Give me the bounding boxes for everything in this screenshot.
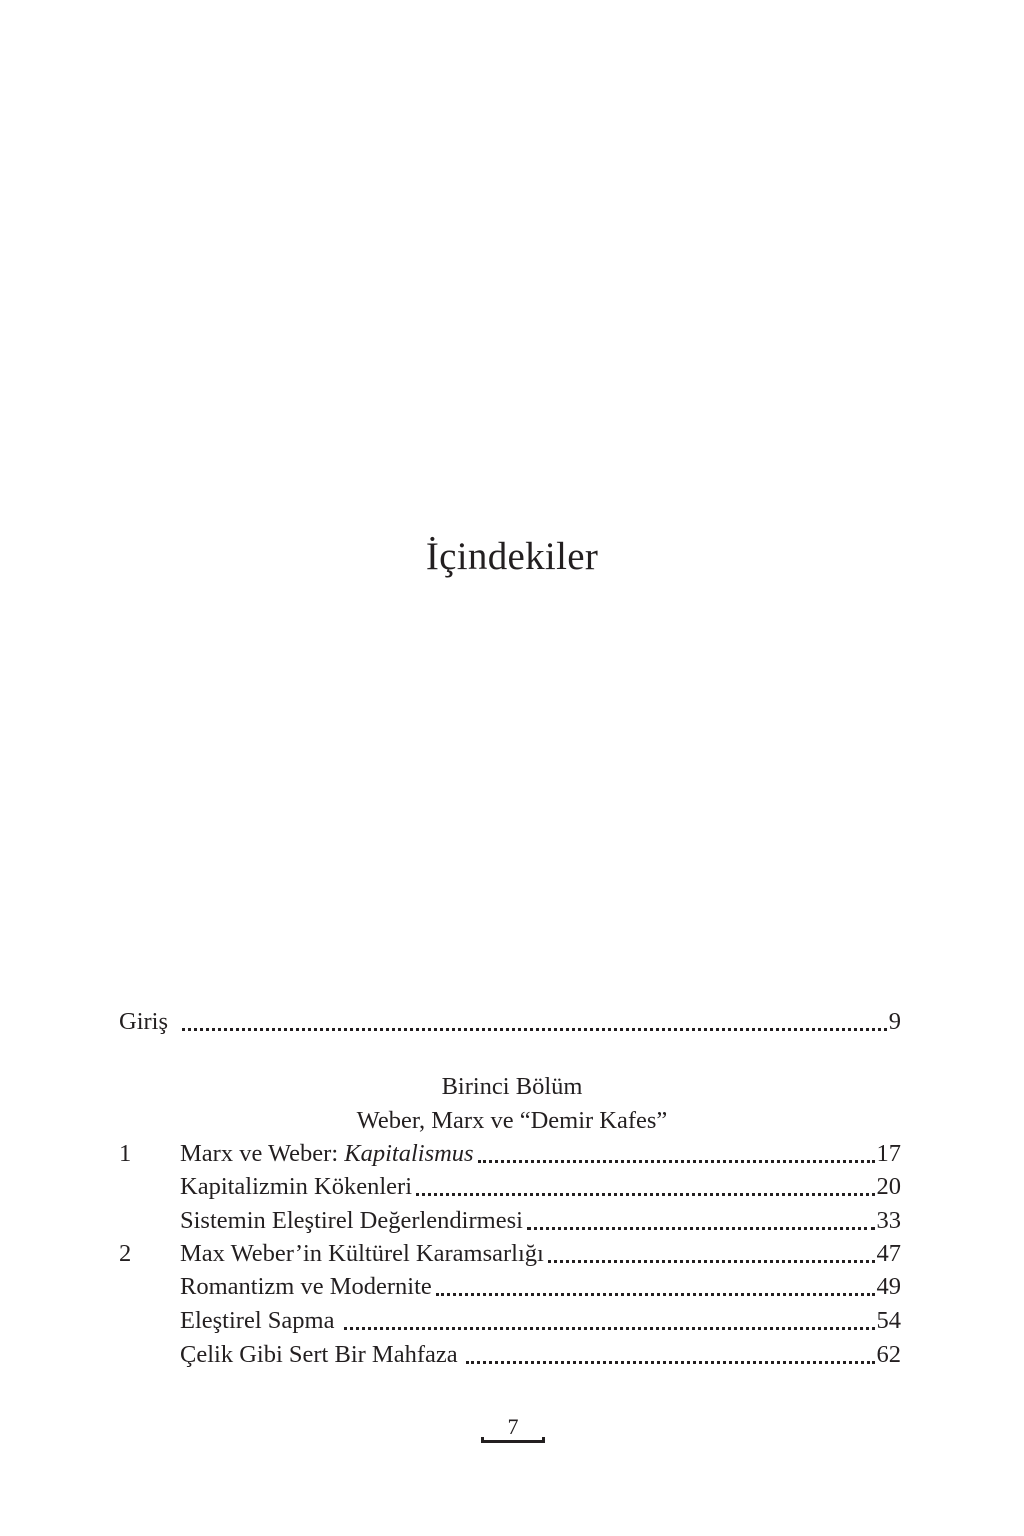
toc-entry-6[interactable]: [119, 1305, 901, 1339]
toc-entry-title: Marx ve Weber: Kapitalismus: [180, 1140, 474, 1167]
dot-leader: [548, 1240, 875, 1263]
toc-entry-3[interactable]: [119, 1205, 901, 1239]
toc-entry-2[interactable]: [119, 1171, 901, 1205]
toc-entry-title: Sistemin Eleştirel Değerlendirmesi: [180, 1207, 523, 1234]
toc-entry-title: Eleştirel Sapma: [180, 1307, 335, 1334]
toc-entry-page: 20: [876, 1173, 901, 1200]
toc-entry-title: Kapitalizmin Kökenleri: [180, 1173, 412, 1200]
toc-entry-page: 47: [876, 1240, 901, 1267]
toc-entry-title: Max Weber’in Kültürel Karamsarlığı: [180, 1240, 544, 1267]
toc-entry-7[interactable]: [119, 1339, 901, 1373]
toc-entry-intro[interactable]: [119, 1006, 901, 1040]
toc-entry-page: 9: [888, 1008, 901, 1035]
toc-entry-4[interactable]: [119, 1238, 901, 1272]
toc-entry-5[interactable]: [119, 1271, 901, 1305]
chapter-number: 2: [119, 1240, 132, 1267]
toc-entry-page: 54: [876, 1307, 901, 1334]
page-number-bracket: [481, 1437, 545, 1443]
page-number: 7: [507, 1414, 519, 1439]
toc-entry-page: 49: [876, 1273, 901, 1300]
toc-entry-title: Giriş: [119, 1008, 168, 1035]
dot-leader: [478, 1140, 875, 1163]
chapter-number: 1: [119, 1140, 132, 1167]
dot-leader: [436, 1273, 875, 1296]
toc-entry-page: 17: [876, 1140, 901, 1167]
page-title: İçindekiler: [425, 535, 599, 578]
dot-leader: [416, 1173, 875, 1196]
dot-leader: [466, 1341, 875, 1364]
toc-entry-title: Romantizm ve Modernite: [180, 1273, 432, 1300]
dot-leader: [182, 1008, 887, 1031]
part-name: Weber, Marx ve “Demir Kafes”: [356, 1107, 668, 1134]
toc-entry-title-italic: Kapitalismus: [344, 1140, 474, 1167]
part-label: Birinci Bölüm: [441, 1073, 583, 1100]
toc-entry-title: Çelik Gibi Sert Bir Mahfaza: [180, 1341, 458, 1368]
toc-entry-page: 33: [876, 1207, 901, 1234]
toc-entry-1[interactable]: [119, 1138, 901, 1172]
dot-leader: [344, 1307, 874, 1330]
dot-leader: [527, 1207, 875, 1230]
toc-entry-page: 62: [876, 1341, 901, 1368]
